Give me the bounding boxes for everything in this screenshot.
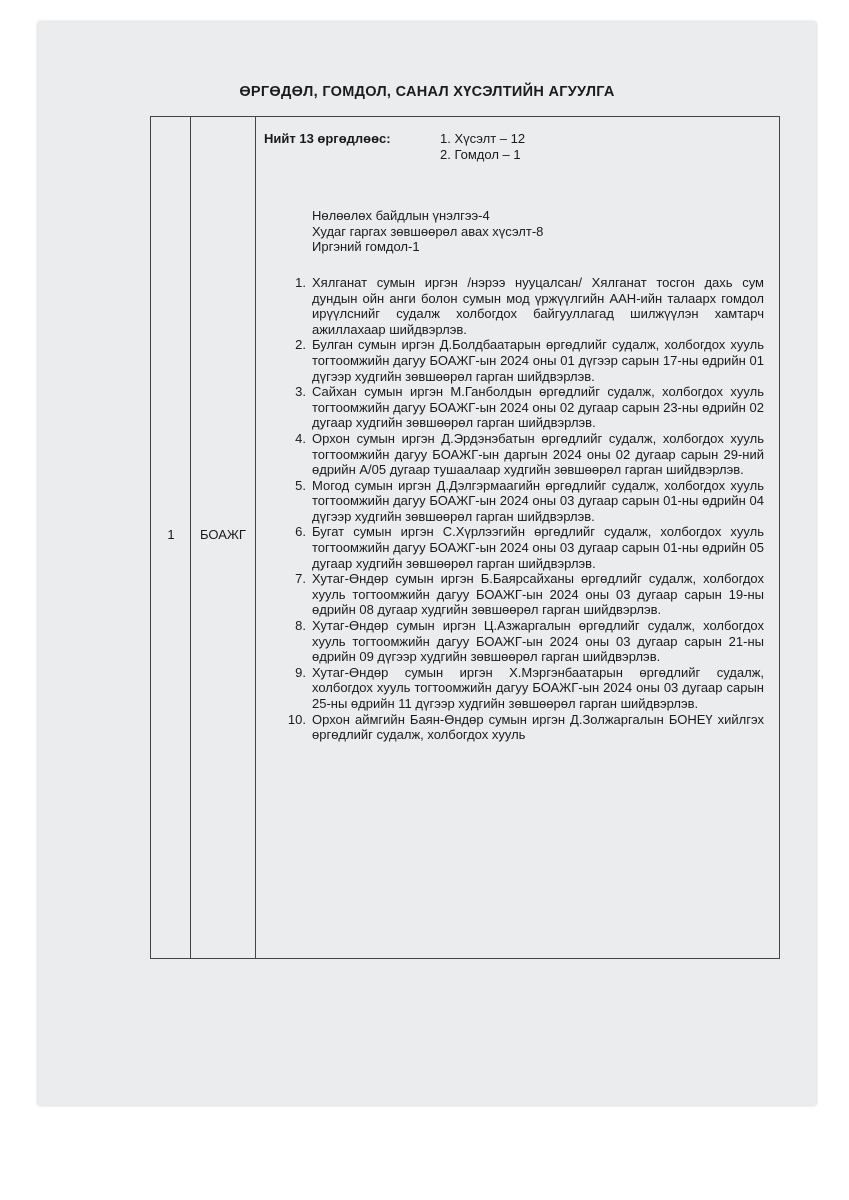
summary-item: 1. Хүсэлт – 12	[440, 131, 526, 146]
item-number: 5.	[295, 477, 306, 493]
item-number: 1.	[295, 274, 306, 290]
list-item	[264, 712, 764, 743]
item-number: 4.	[295, 430, 306, 446]
stats-block	[264, 208, 764, 255]
page-title: ӨРГӨДӨЛ, ГОМДОЛ, САНАЛ ХҮСЭЛТИЙН АГУУЛГА	[239, 84, 615, 100]
stat-line: Худаг гаргах зөвшөөрөл авах хүсэлт-8	[312, 223, 544, 239]
summary-label: Нийт 13 өргөдлөөс:	[264, 131, 391, 146]
list-item	[264, 275, 764, 337]
scanned-page	[38, 22, 816, 1105]
appeals-table	[150, 116, 780, 959]
item-text: Хялганат сумын иргэн /нэрээ нууцалсан/ Хялганат тосгон дахь сум дундын ойн анги болон сумын мод үржүүлгийн ААН-ийн талаарх гомдол ирүүлснийг судалж холбогдох байгууллагад шилжүүлэн хамтарч ажиллахаар шийдвэрлэв.	[312, 274, 764, 337]
stat-line: Нөлөөлөх байдлын үнэлгээ-4	[312, 208, 490, 224]
row-content	[264, 131, 764, 743]
item-text: Орхон аймгийн Баян-Өндөр сумын иргэн Д.Золжаргалын БОНЕҮ хийлгэх өргөдлийг судалж, холбогдох хууль	[312, 711, 764, 743]
organization-name: БОАЖГ	[200, 527, 246, 542]
item-number: 6.	[295, 524, 306, 540]
list-item	[264, 618, 764, 665]
item-text: Хутаг-Өндөр сумын иргэн Б.Баярсайханы өргөдлийг судалж, холбогдох хууль тогтоомжийн дагуу БОАЖГ-ын 2024 оны 03 дугаар сарын 19-ны өдрийн 08 дугаар худгийн зөвшөөрөл гарган шийдвэрлэв.	[312, 571, 764, 618]
row-number: 1	[167, 527, 175, 542]
item-number: 2.	[295, 337, 306, 353]
list-item	[264, 431, 764, 478]
item-number: 7.	[295, 571, 306, 587]
list-item	[264, 478, 764, 525]
item-number: 3.	[295, 384, 306, 400]
item-text: Бугат сумын иргэн С.Хүрлээгийн өргөдлийг судалж, холбогдох хууль тогтоомжийн дагуу БОАЖГ-ын 2024 оны 03 дугаар сарын 01-ны өдрийн 05 дугаар худгийн зөвшөөрөл гарган шийдвэрлэв.	[312, 524, 764, 571]
summary-list	[440, 131, 525, 162]
item-number: 10.	[287, 711, 306, 727]
item-text: Хутаг-Өндөр сумын иргэн Ц.Азжаргалын өргөдлийг судалж, холбогдох хууль тогтоомжийн дагуу БОАЖГ-ын 2024 оны 03 дугаар сарын 21-ны өдрийн 09 дүгээр худгийн зөвшөөрөл гарган шийдвэрлэв.	[312, 618, 764, 665]
summary-item: 2. Гомдол – 1	[440, 146, 521, 162]
list-item	[264, 571, 764, 618]
summary-block	[264, 131, 764, 162]
item-number: 9.	[295, 664, 306, 680]
item-text: Сайхан сумын иргэн М.Ганболдын өргөдлийг судалж, холбогдох хууль тогтоомжийн дагуу БОАЖГ-ын 2024 оны 02 дугаар сарын 23-ны өдрийн 02 дугаар худгийн зөвшөөрөл гарган шийдвэрлэв.	[312, 384, 764, 431]
list-item	[264, 665, 764, 712]
list-item	[264, 384, 764, 431]
list-item	[264, 337, 764, 384]
item-text: Хутаг-Өндөр сумын иргэн Х.Мэргэнбаатарын өргөдлийг судалж, холбогдох хууль тогтоомжийн дагуу БОАЖГ-ын 2024 оны 03 дугаар сарын 25-ны өдрийн 11 дүгээр худгийн зөвшөөрөл гарган шийдвэрлэв.	[312, 664, 764, 711]
column-divider	[255, 117, 256, 958]
item-text: Могод сумын иргэн Д.Дэлгэрмаагийн өргөдлийг судалж, холбогдох хууль тогтоомжийн дагуу БОАЖГ-ын 2024 оны 03 дугаар сарын 01-ны өдрийн 04 дүгээр худгийн зөвшөөрөл гарган шийдвэрлэв.	[312, 477, 764, 524]
stat-line: Иргэний гомдол-1	[312, 239, 420, 255]
item-text: Булган сумын иргэн Д.Болдбаатарын өргөдлийг судалж, холбогдох хууль тогтоомжийн дагуу БОАЖГ-ын 2024 оны 01 дүгээр сарын 17-ны өдрийн 01 дүгээр худгийн зөвшөөрөл гарган шийдвэрлэв.	[312, 337, 764, 384]
decision-list	[264, 275, 764, 743]
list-item	[264, 524, 764, 571]
item-number: 8.	[295, 618, 306, 634]
item-text: Орхон сумын иргэн Д.Эрдэнэбатын өргөдлийг судалж, холбогдох хууль тогтоомжийн дагуу БОАЖГ-ын даргын 2024 оны 02 дугаар сарын 29-ний өдрийн А/05 дугаар тушаалаар худгийн зөвшөөрөл гарган шийдвэрлэв.	[312, 430, 764, 478]
